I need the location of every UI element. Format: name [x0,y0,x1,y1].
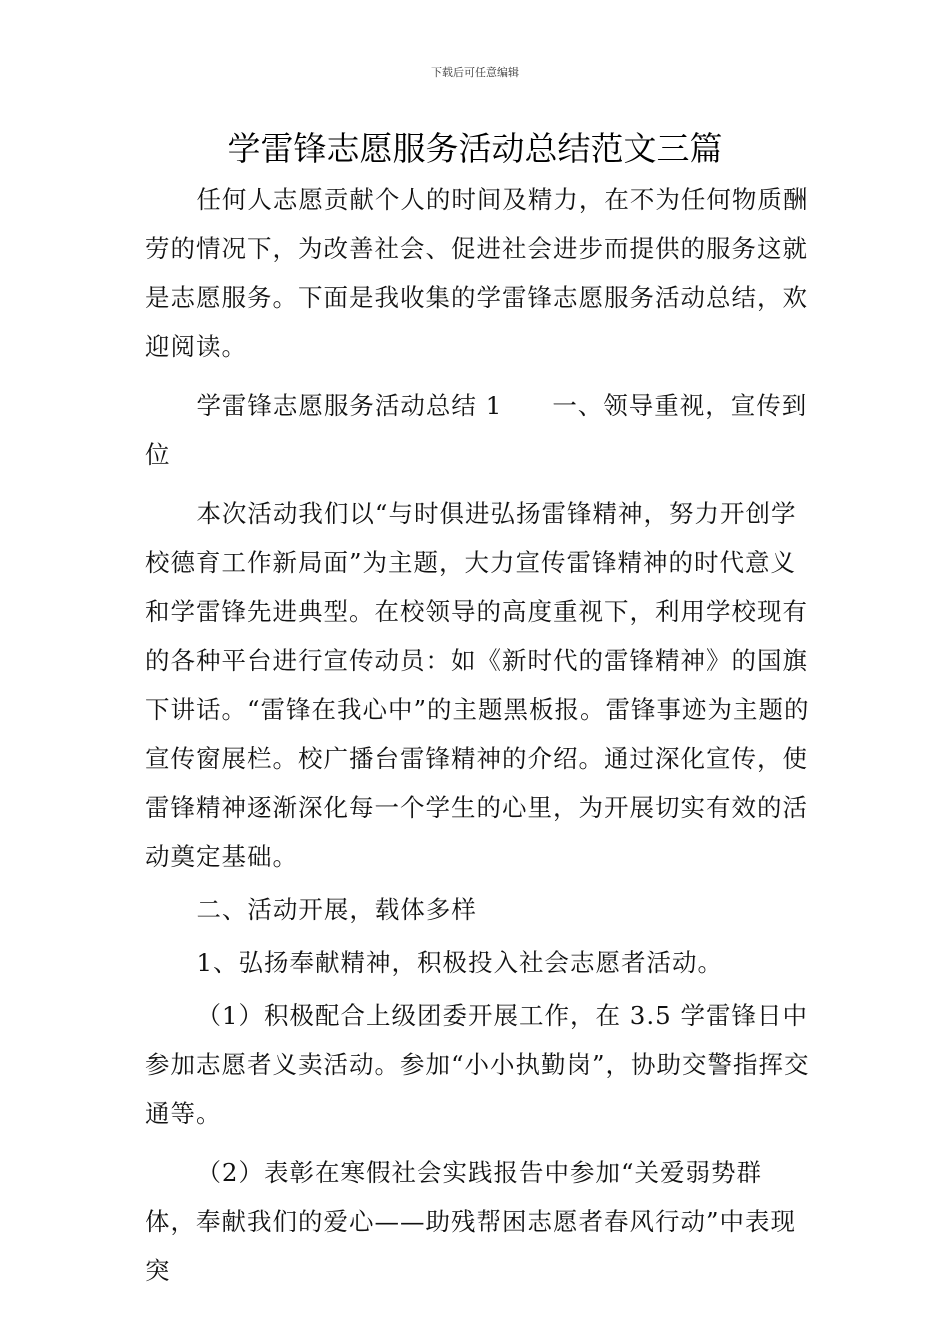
item-1-1: （1）积极配合上级团委开展工作，在 3.5 学雷锋日中参加志愿者义卖活动。参加“小小执勤岗”，协助交警指挥交通等。 [145,1001,810,1128]
heading-2: 二、活动开展，载体多样 [196,895,477,924]
item-1-2: （2）表彰在寒假社会实践报告中参加“关爱弱势群体，奉献我们的爱心——助残帮困志愿者春风行动”中表现突 [145,1158,797,1285]
section-1-label: 学雷锋志愿服务活动总结 1 [196,391,503,420]
page-title: 学雷锋志愿服务活动总结范文三篇 [227,129,723,168]
section-1-heading: 一、领导重视，宣传到位 [145,391,808,469]
header-note: 下载后可任意编辑 [431,66,519,79]
item-1: 1、弘扬奉献精神，积极投入社会志愿者活动。 [196,948,724,977]
intro-paragraph: 任何人志愿贡献个人的时间及精力，在不为任何物质酬劳的情况下，为改善社会、促进社会进步而提供的服务这就是志愿服务。下面是我收集的学雷锋志愿服务活动总结，欢迎阅读。 [145,185,809,361]
document-body [145,175,810,1295]
section-1-heading-line [145,381,810,479]
publicity-paragraph: 本次活动我们以“与时俱进弘扬雷锋精神，努力开创学校德育工作新局面”为主题，大力宣传雷锋精神的时代意义和学雷锋先进典型。在校领导的高度重视下，利用学校现有的各种平台进行宣传动员：如《新时代的雷锋精神》的国旗下讲话。“雷锋在我心中”的主题黑板报。雷锋事迹为主题的宣传窗展栏。校广播台雷锋精神的介绍。通过深化宣传，使雷锋精神逐渐深化每一个学生的心里，为开展切实有效的活动奠定基础。 [145,499,810,871]
